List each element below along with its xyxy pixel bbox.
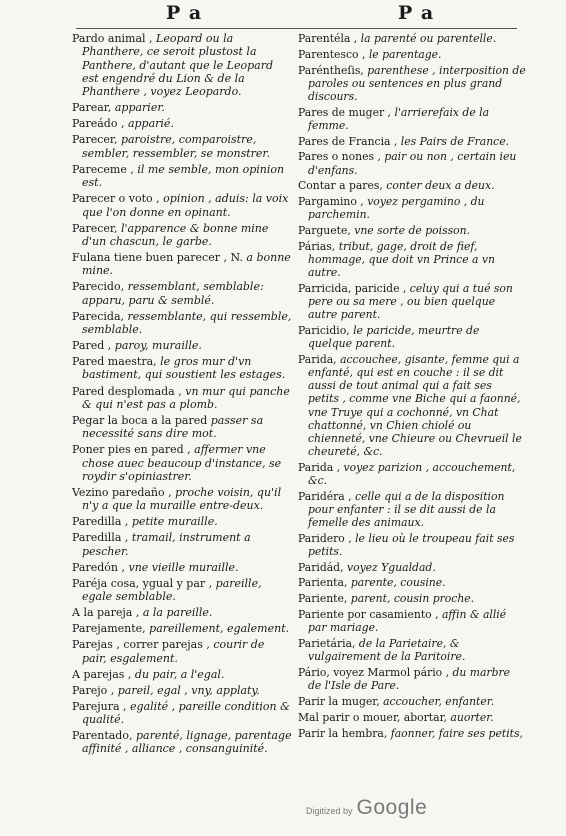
entry-headword: A la pareja , bbox=[72, 606, 140, 620]
entry-headword: Paréja cosa, ygual y par , bbox=[72, 576, 213, 590]
entry-headword: Pariente, bbox=[298, 592, 348, 606]
entry-definition: voyez pergamino , du parchemin. bbox=[308, 195, 485, 222]
dictionary-entry bbox=[72, 385, 292, 412]
entry-definition: pareillement, egalement. bbox=[149, 622, 290, 636]
dictionary-entry bbox=[298, 461, 526, 487]
entry-headword: Poner pies en pared , bbox=[72, 443, 191, 457]
entry-definition: opinion , aduis: la voix que l'on donne en opinant. bbox=[82, 192, 289, 219]
dictionary-entry bbox=[72, 117, 292, 130]
entry-headword: Pared maestra, bbox=[72, 355, 157, 369]
dictionary-entry bbox=[298, 195, 526, 221]
entry-definition: parenté, lignage, parentage affinité , alliance , consanguinité. bbox=[82, 729, 292, 756]
entry-headword: Parejo , bbox=[72, 683, 115, 697]
entry-headword: Pared desplomada , bbox=[72, 384, 182, 398]
entry-headword: Pares de Francia , bbox=[298, 134, 398, 148]
dictionary-entry bbox=[298, 179, 526, 192]
entry-headword: Parear, bbox=[72, 101, 112, 115]
entry-definition: il me semble, mon opinion est. bbox=[82, 162, 285, 190]
dictionary-entry bbox=[72, 443, 292, 483]
entry-definition: a bonne mine. bbox=[82, 250, 291, 278]
entry-headword: Pargamino , bbox=[298, 195, 364, 209]
dictionary-entry bbox=[298, 224, 526, 237]
dictionary-entry bbox=[72, 133, 292, 160]
entry-headword: Paricidio, bbox=[298, 324, 350, 338]
entry-definition: tribut, gage, droit de fief, hommage, que doit vn Prince a vn autre. bbox=[308, 239, 495, 280]
entry-headword: Parentado, bbox=[72, 729, 133, 743]
entry-headword: Parecer, bbox=[72, 133, 118, 147]
entry-definition: le gros mur d'vn bastiment, qui soustient les estages. bbox=[82, 355, 286, 382]
entry-definition: l'arrierefaix de la femme. bbox=[308, 105, 490, 132]
entry-definition: celle qui a de la disposition pour enfanter : il se dit aussi de la femelle des animaux. bbox=[308, 489, 505, 529]
entry-definition: egalité , pareille condition & qualité. bbox=[82, 699, 290, 726]
dictionary-entry bbox=[72, 561, 292, 574]
dictionary-entry bbox=[298, 666, 526, 692]
entry-definition: l'apparence & bonne mine d'un chascun, le garbe. bbox=[82, 221, 269, 248]
dictionary-entry bbox=[72, 577, 292, 604]
entry-definition: faonner, faire ses petits, bbox=[390, 726, 523, 740]
entry-headword: Paridero , bbox=[298, 531, 352, 545]
header-rule bbox=[76, 28, 517, 29]
dictionary-entry bbox=[72, 222, 292, 249]
dictionary-entry bbox=[72, 606, 292, 619]
entry-headword: Parecer o voto , bbox=[72, 192, 160, 206]
dictionary-entry bbox=[72, 355, 292, 382]
dictionary-entry bbox=[72, 622, 292, 635]
entry-definition: la parenté ou parentelle. bbox=[360, 32, 497, 45]
entry-definition: du pair, a l'egal. bbox=[134, 667, 225, 681]
dictionary-entry bbox=[72, 280, 292, 307]
dictionary-entry bbox=[298, 637, 526, 663]
dictionary-entry bbox=[298, 324, 526, 350]
entry-definition: vne vieille muraille. bbox=[128, 560, 239, 574]
entry-definition: paroy, muraille. bbox=[114, 339, 202, 353]
entry-headword: Parecer, bbox=[72, 221, 118, 235]
entry-headword: Parejura , bbox=[72, 699, 127, 713]
entry-definition: le lieu où le troupeau fait ses petits. bbox=[308, 531, 515, 558]
entry-headword: Pegar la boca a la pared bbox=[72, 413, 208, 427]
entry-headword: Pareceme , bbox=[72, 162, 134, 176]
entry-headword: Paridéra , bbox=[298, 489, 352, 503]
entry-headword: Fulana tiene buen parecer , N. bbox=[72, 250, 243, 264]
left-column bbox=[72, 32, 292, 758]
entry-definition: paroistre, comparoistre, sembler, ressembler, se monstrer. bbox=[82, 133, 270, 160]
entry-definition: accouchee, gisante, femme qui a enfanté, qui est en couche : il se dit aussi de tout animal qui a fait ses petits , comme vne Biche qui a faonné, vne Truye qui a cochonné, vn Chat chattonné, vn Chien chiolé ou chienneté, vne Chieure ou Chevrueil le cheureté, &c. bbox=[308, 353, 522, 458]
watermark-logo-text: Google bbox=[356, 796, 428, 819]
entry-definition: petite muraille. bbox=[131, 515, 218, 529]
entry-definition: affermer vne chose auec beaucoup d'instance, se roydir s'opiniastrer. bbox=[82, 443, 282, 483]
entry-definition: le parentage. bbox=[368, 47, 442, 61]
dictionary-entry bbox=[298, 106, 526, 132]
entry-definition: vne sorte de poisson. bbox=[354, 224, 471, 238]
dictionary-entry bbox=[298, 282, 526, 321]
entry-headword: Párias, bbox=[298, 239, 336, 253]
entry-headword: Parentéla , bbox=[298, 32, 358, 45]
dictionary-entry bbox=[72, 251, 292, 278]
entry-headword: Pared , bbox=[72, 339, 112, 353]
dictionary-entry bbox=[298, 532, 526, 558]
dictionary-entry bbox=[72, 486, 292, 513]
dictionary-entry bbox=[298, 711, 526, 724]
dictionary-entry bbox=[72, 684, 292, 697]
dictionary-entry bbox=[298, 592, 526, 605]
dictionary-entry bbox=[298, 608, 526, 634]
entry-headword: Parecido, bbox=[72, 280, 125, 294]
entry-headword: Pares o nones , bbox=[298, 150, 381, 164]
dictionary-entry bbox=[72, 700, 292, 727]
entry-headword: Paridád, bbox=[298, 560, 344, 574]
dictionary-entry bbox=[298, 695, 526, 708]
entry-definition: tramail, instrument a pescher. bbox=[82, 531, 251, 558]
dictionary-entry bbox=[298, 353, 526, 458]
entry-headword: Pareádo , bbox=[72, 117, 125, 131]
dictionary-entry bbox=[72, 638, 292, 665]
entry-headword: Parietária, bbox=[298, 637, 356, 650]
entry-definition: voyez parizion , accouchement, &c. bbox=[308, 460, 516, 487]
dictionary-entry bbox=[72, 668, 292, 681]
dictionary-entry bbox=[298, 576, 526, 589]
running-head-left: P a bbox=[166, 2, 203, 24]
entry-definition: conter deux a deux. bbox=[386, 179, 495, 193]
dictionary-entry bbox=[72, 163, 292, 190]
running-head-right: P a bbox=[398, 2, 435, 24]
entry-headword: Parida , bbox=[298, 460, 341, 474]
dictionary-entry bbox=[298, 64, 526, 103]
dictionary-entry bbox=[298, 32, 526, 45]
entry-headword: Parentesco , bbox=[298, 47, 366, 61]
dictionary-entry bbox=[72, 515, 292, 528]
entry-definition: du marbre de l'Isle de Pare. bbox=[308, 665, 511, 693]
entry-headword: Parir la hembra, bbox=[298, 726, 388, 740]
entry-headword: Vezino paredaño , bbox=[72, 485, 172, 499]
entry-definition: pareil, egal , vny, applaty. bbox=[117, 683, 260, 697]
entry-definition: vn mur qui panche & qui n'est pas a plomb. bbox=[82, 384, 290, 411]
entry-definition: les Pairs de France. bbox=[400, 134, 510, 148]
entry-definition: de la Parietaire, & vulgairement de la Paritoire. bbox=[308, 637, 466, 664]
entry-headword: Parguete, bbox=[298, 224, 351, 238]
entry-headword: Paréntheſis, bbox=[298, 63, 364, 77]
entry-definition: accoucher, enfanter. bbox=[383, 694, 495, 708]
dictionary-entry bbox=[298, 48, 526, 61]
dictionary-entry bbox=[72, 414, 292, 441]
entry-headword: Parecida, bbox=[72, 309, 125, 323]
dictionary-entry bbox=[72, 101, 292, 114]
watermark-prefix: Digitized by bbox=[306, 806, 353, 816]
entry-headword: Contar a pares, bbox=[298, 179, 383, 193]
entry-definition: courir de pair, esgalement. bbox=[82, 638, 265, 665]
dictionary-entry bbox=[298, 490, 526, 529]
entry-definition: parenthese , interposition de paroles ou sentences en plus grand discours. bbox=[308, 63, 526, 103]
dictionary-entry bbox=[298, 727, 526, 740]
entry-definition: apparier. bbox=[114, 101, 165, 115]
entry-definition: apparié. bbox=[127, 117, 174, 131]
entry-definition: Leopard ou la Phanthere, ce seroit plustost la Panthere, d'autant que le Leopard est engendré du Lion & de la Phanthere , voyez Leopardo. bbox=[82, 32, 274, 99]
entry-definition: pair ou non , certain ieu d'enfans. bbox=[308, 150, 517, 177]
dictionary-entry bbox=[298, 561, 526, 574]
dictionary-entry bbox=[72, 729, 292, 756]
entry-headword: Pário, voyez Marmol pário , bbox=[298, 665, 450, 679]
entry-definition: affin & allié par mariage. bbox=[308, 608, 507, 635]
entry-definition: pareille, egale semblable. bbox=[82, 576, 262, 604]
dictionary-entry bbox=[72, 192, 292, 219]
dictionary-entry bbox=[298, 135, 526, 148]
entry-definition: le paricide, meurtre de quelque parent. bbox=[308, 324, 480, 351]
entry-definition: passer sa necessité sans dire mot. bbox=[82, 413, 264, 441]
dictionary-entry bbox=[72, 531, 292, 558]
entry-definition: parent, cousin proche. bbox=[350, 592, 475, 606]
entry-definition: parente, cousine. bbox=[350, 576, 446, 590]
entry-headword: Pares de muger , bbox=[298, 105, 391, 119]
entry-definition: ressemblant, semblable: apparu, paru & semblé. bbox=[82, 280, 264, 307]
entry-definition: ressemblante, qui ressemble, semblable. bbox=[82, 309, 292, 337]
entry-headword: Mal parir o mouer, abortar, bbox=[298, 710, 447, 724]
entry-definition: auorter. bbox=[450, 710, 494, 724]
entry-headword: Paredón , bbox=[72, 560, 125, 574]
entry-headword: Parida, bbox=[298, 353, 337, 366]
dictionary-entry bbox=[298, 240, 526, 279]
entry-headword: Parejamente, bbox=[72, 622, 146, 636]
entry-definition: a la pareille. bbox=[142, 606, 213, 620]
digitized-watermark bbox=[306, 796, 427, 820]
dictionary-entry bbox=[298, 150, 526, 176]
entry-headword: A parejas , bbox=[72, 667, 132, 681]
entry-headword: Paredilla , bbox=[72, 531, 129, 545]
entry-definition: celuy qui a tué son pere ou sa mere , ou bien quelque autre parent. bbox=[308, 282, 513, 322]
entry-headword: Pardo animal , bbox=[72, 32, 153, 45]
entry-headword: Pariente por casamiento , bbox=[298, 608, 439, 622]
dictionary-entry bbox=[72, 310, 292, 337]
entry-definition: proche voisin, qu'il n'y a que la muraille entre-deux. bbox=[82, 485, 282, 513]
entry-headword: Parricida, paricide , bbox=[298, 282, 407, 295]
entry-definition: voyez Ygualdad. bbox=[346, 560, 436, 574]
dictionary-entry bbox=[72, 32, 292, 99]
right-column bbox=[298, 32, 526, 742]
entry-headword: Parejas , correr parejas , bbox=[72, 638, 210, 652]
entry-headword: Parienta, bbox=[298, 576, 348, 590]
entry-headword: Parir la muger, bbox=[298, 694, 380, 708]
entry-headword: Paredilla , bbox=[72, 515, 129, 529]
dictionary-entry bbox=[72, 339, 292, 352]
